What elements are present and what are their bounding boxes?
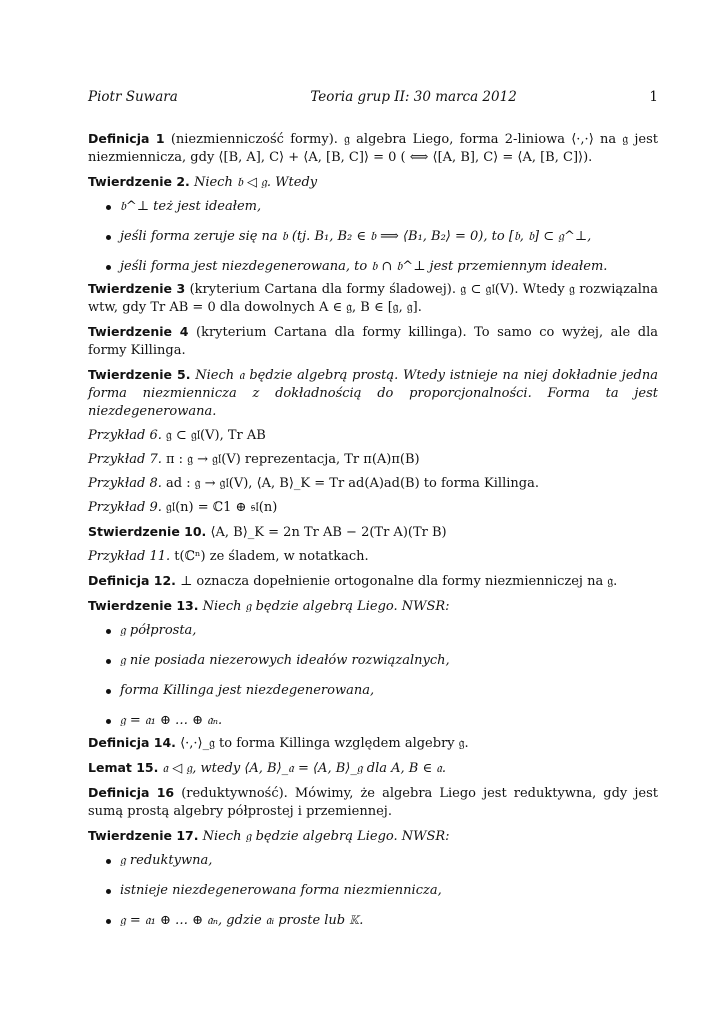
list-item: forma Killinga jest niezdegenerowana, [106, 682, 658, 700]
header-author: Piotr Suwara [88, 89, 178, 105]
statement-text: (kryterium Cartana dla formy śladowej). 𝔤 ⊂ 𝔤𝔩(V). Wtedy 𝔤 rozwiązalna wtw, gdy Tr AB = 0 dla dowolnych A ∈ 𝔤, B ∈ [𝔤, 𝔤]. [88, 282, 658, 315]
statement-text: 𝔤𝔩(n) = ℂ1 ⊕ 𝔰𝔩(n) [166, 500, 278, 515]
statement-text: (reduktywność). Mówimy, że algebra Liego jest reduktywna, gdy jest sumą prostą algebry półprostej i przemiennej. [88, 786, 658, 819]
list-item: 𝔤 = 𝔞₁ ⊕ … ⊕ 𝔞ₙ. [106, 712, 658, 730]
example-entry [88, 451, 658, 469]
statement-text: 𝔤 ⊂ 𝔤𝔩(V), Tr AB [166, 428, 266, 443]
statement-entry [88, 597, 658, 616]
statement-label: Twierdzenie 4 [88, 324, 189, 339]
example-entry [88, 499, 658, 517]
bullet-list [106, 852, 658, 930]
statement-entry [88, 173, 658, 192]
statement-entry [88, 280, 658, 317]
page-header [88, 88, 658, 106]
statement-text: π : 𝔤 → 𝔤𝔩(V) reprezentacja, Tr π(A)π(B) [166, 452, 420, 467]
statement-label: Przykład 8. [88, 476, 162, 491]
statement-text: t(ℂⁿ) ze śladem, w notatkach. [174, 549, 369, 564]
statement-label: Twierdzenie 5. [88, 367, 191, 382]
statement-text: ad : 𝔤 → 𝔤𝔩(V), ⟨A, B⟩_K = Tr ad(A)ad(B) to forma Killinga. [166, 476, 539, 491]
list-item: istnieje niezdegenerowana forma niezmiennicza, [106, 882, 658, 900]
statement-text: Niech 𝔞 będzie algebrą prostą. Wtedy istnieje na niej dokładnie jedna forma niezmiennicza z dokładnością do proporcjonalności. Forma ta jest niezdegenerowana. [88, 368, 658, 419]
statement-text: (niezmienniczość formy). 𝔤 algebra Liego, forma 2-liniowa ⟨·,·⟩ na 𝔤 jest niezmiennicza, gdy ⟨[B, A], C⟩ + ⟨A, [B, C]⟩ = 0 ( ⟺ ⟨[A, B], C⟩ = ⟨A, [B, C]⟩). [88, 132, 658, 165]
statement-text: 𝔞 ◁ 𝔤, wtedy ⟨A, B⟩_𝔞 = ⟨A, B⟩_𝔤 dla A, B ∈ 𝔞. [162, 761, 446, 776]
statement-text: ⊥ oznacza dopełnienie ortogonalne dla formy niezmienniczej na 𝔤. [180, 574, 618, 589]
statement-text: (kryterium Cartana dla formy killinga). To samo co wyżej, ale dla formy Killinga. [88, 325, 658, 358]
statement-label: Definicja 1 [88, 131, 165, 146]
statement-entry [88, 130, 658, 167]
example-entry [88, 427, 658, 445]
statement-label: Przykład 9. [88, 500, 162, 515]
document-page [88, 88, 658, 934]
statement-text: Niech 𝔤 będzie algebrą Liego. NWSR: [202, 599, 450, 614]
statement-label: Twierdzenie 17. [88, 828, 199, 843]
statement-label: Twierdzenie 2. [88, 174, 190, 189]
statement-entry [88, 784, 658, 821]
statement-label: Definicja 12. [88, 573, 176, 588]
list-item: 𝔤 nie posiada niezerowych ideałów rozwiązalnych, [106, 652, 658, 670]
bullet-list [106, 198, 658, 276]
list-item: jeśli forma jest niezdegenerowana, to 𝔟 ∩ 𝔟^⊥ jest przemiennym ideałem. [106, 258, 658, 276]
statement-label: Przykład 11. [88, 549, 171, 564]
statement-label: Definicja 14. [88, 735, 176, 750]
list-item: 𝔟^⊥ też jest ideałem, [106, 198, 658, 216]
statement-entry [88, 572, 658, 591]
list-item: 𝔤 reduktywna, [106, 852, 658, 870]
example-entry [88, 475, 658, 493]
document-body [88, 130, 658, 930]
statement-entry [88, 523, 658, 542]
header-title: Teoria grup II: 30 marca 2012 [310, 89, 517, 105]
statement-label: Przykład 7. [88, 452, 162, 467]
list-item: 𝔤 = 𝔞₁ ⊕ … ⊕ 𝔞ₙ, gdzie 𝔞ᵢ proste lub 𝕂. [106, 912, 658, 930]
statement-label: Definicja 16 [88, 785, 175, 800]
page-number: 1 [649, 89, 658, 105]
statement-text: ⟨A, B⟩_K = 2n Tr AB − 2(Tr A)(Tr B) [210, 525, 447, 540]
statement-entry [88, 759, 658, 778]
list-item: 𝔤 półprosta, [106, 622, 658, 640]
statement-label: Stwierdzenie 10. [88, 524, 207, 539]
statement-entry [88, 366, 658, 421]
statement-text: Niech 𝔤 będzie algebrą Liego. NWSR: [202, 829, 450, 844]
statement-text: Niech 𝔟 ◁ 𝔤. Wtedy [193, 175, 318, 190]
statement-label: Twierdzenie 3 [88, 281, 186, 296]
list-item: jeśli forma zeruje się na 𝔟 (tj. B₁, B₂ ∈ 𝔟 ⟹ ⟨B₁, B₂⟩ = 0), to [𝔟, 𝔟] ⊂ 𝔤^⊥, [106, 228, 658, 246]
statement-label: Przykład 6. [88, 428, 162, 443]
bullet-list [106, 622, 658, 730]
statement-label: Twierdzenie 13. [88, 598, 199, 613]
statement-entry [88, 734, 658, 753]
statement-entry [88, 323, 658, 360]
statement-entry [88, 827, 658, 846]
statement-label: Lemat 15. [88, 760, 159, 775]
example-entry [88, 548, 658, 566]
statement-text: ⟨·,·⟩_𝔤 to forma Killinga względem algebry 𝔤. [180, 736, 469, 751]
